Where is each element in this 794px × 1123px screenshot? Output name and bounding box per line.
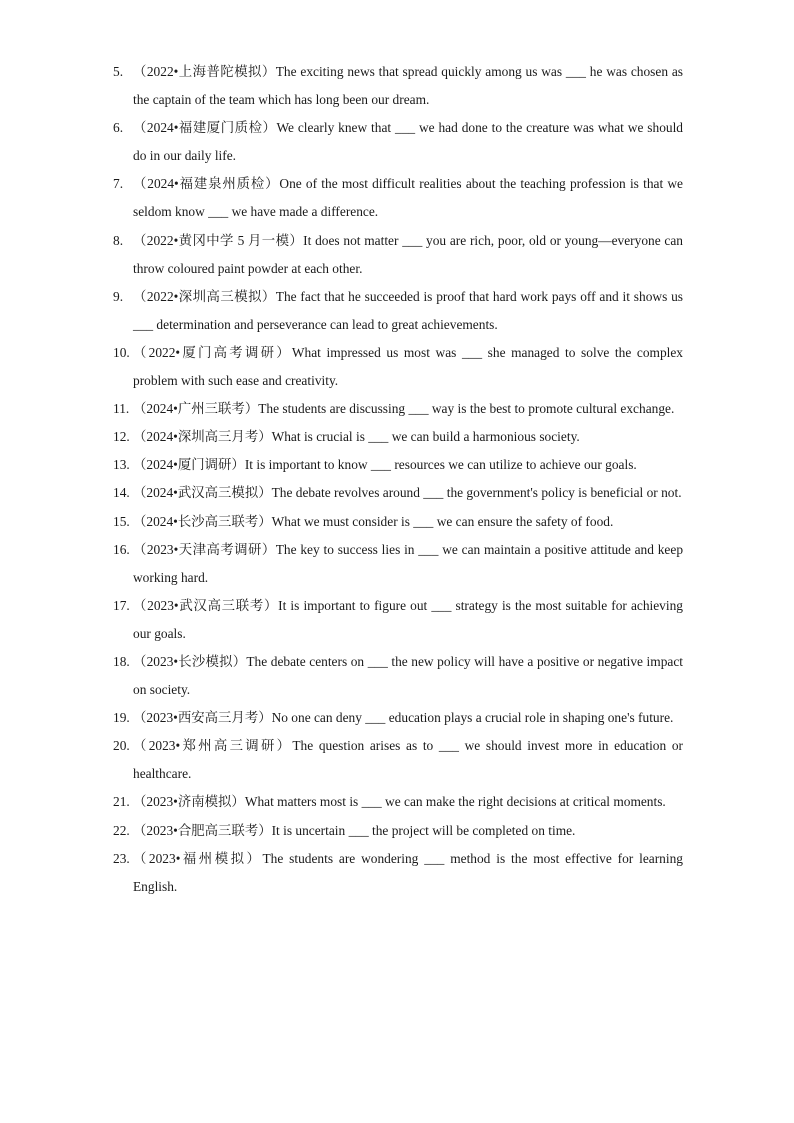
question-text: One of the most difficult realities about the teaching profession is that we seldom know ___ we have made a difference. <box>133 176 684 220</box>
question-text: No one can deny ___ education plays a crucial role in shaping one's future. <box>271 710 674 726</box>
question-item <box>113 395 683 423</box>
question-item <box>113 508 683 536</box>
question-number: 10. <box>113 344 130 360</box>
question-text: It does not matter ___ you are rich, poor, old or young—everyone can throw coloured paint powder at each other. <box>133 232 683 276</box>
question-source: （2023•天津高考调研） <box>133 541 276 557</box>
question-number: 17. <box>113 597 130 613</box>
question-number: 16. <box>113 541 130 557</box>
question-number: 11. <box>113 401 130 417</box>
question-item <box>113 339 683 395</box>
question-text: What impressed us most was ___ she managed to solve the complex problem with such ease and creativity. <box>133 344 683 389</box>
question-source: （2022•厦门高考调研） <box>133 344 292 360</box>
question-item <box>113 704 683 732</box>
question-item <box>113 732 683 788</box>
question-item <box>113 592 683 648</box>
question-source: （2024•福建泉州质检） <box>133 176 280 192</box>
question-item <box>113 283 683 339</box>
question-text: It is important to figure out ___ strategy is the most suitable for achieving our goals. <box>133 597 683 641</box>
question-item <box>113 227 683 283</box>
question-number: 8. <box>113 232 124 248</box>
question-number: 20. <box>113 738 130 754</box>
question-item <box>113 845 683 901</box>
question-item <box>113 648 683 704</box>
question-number: 7. <box>113 176 124 192</box>
question-text: What is crucial is ___ we can build a harmonious society. <box>271 429 580 445</box>
question-text: The fact that he succeeded is proof that hard work pays off and it shows us ___ determination and perseverance can lead to great achievements. <box>133 288 683 332</box>
question-text: The exciting news that spread quickly among us was ___ he was chosen as the captain of the team which has long been our dream. <box>133 64 683 108</box>
question-source: （2024•深圳高三月考） <box>133 429 272 445</box>
question-item <box>113 58 683 114</box>
question-source: （2023•济南模拟） <box>133 794 245 810</box>
question-text: What matters most is ___ we can make the right decisions at critical moments. <box>244 794 666 810</box>
question-number: 18. <box>113 653 130 669</box>
question-number: 13. <box>113 457 130 473</box>
question-number: 21. <box>113 794 130 810</box>
question-source: （2023•合肥高三联考） <box>133 822 272 838</box>
question-number: 22. <box>113 822 130 838</box>
question-text: The students are wondering ___ method is the most effective for learning English. <box>133 850 683 894</box>
question-source: （2022•上海普陀模拟） <box>133 64 276 79</box>
question-number: 5. <box>113 64 124 79</box>
question-text: It is uncertain ___ the project will be completed on time. <box>271 822 576 838</box>
question-source: （2023•长沙模拟） <box>133 653 247 669</box>
question-item <box>113 788 683 816</box>
question-number: 14. <box>113 485 130 501</box>
question-list <box>113 58 683 901</box>
question-item <box>113 817 683 845</box>
question-source: （2023•西安高三月考） <box>133 710 272 726</box>
question-source: （2024•广州三联考） <box>133 401 259 417</box>
question-number: 23. <box>113 850 130 866</box>
question-number: 6. <box>113 120 124 136</box>
question-source: （2023•郑州高三调研） <box>133 738 293 754</box>
question-item <box>113 114 683 170</box>
question-source: （2024•武汉高三模拟） <box>133 485 272 501</box>
question-source: （2024•福建厦门质检） <box>133 120 277 136</box>
question-item <box>113 536 683 592</box>
question-item <box>113 423 683 451</box>
question-text: What we must consider is ___ we can ensure the safety of food. <box>271 513 614 529</box>
question-source: （2022•深圳高三模拟） <box>133 288 276 304</box>
question-number: 19. <box>113 710 130 726</box>
question-source: （2024•厦门调研） <box>133 457 245 473</box>
question-source: （2024•长沙高三联考） <box>133 513 272 529</box>
question-item <box>113 479 683 507</box>
question-source: （2022•黄冈中学 5 月一模） <box>133 232 304 248</box>
question-number: 15. <box>113 513 130 529</box>
question-text: It is important to know ___ resources we can utilize to achieve our goals. <box>244 457 637 473</box>
question-item <box>113 451 683 479</box>
question-text: We clearly knew that ___ we had done to the creature was what we should do in our daily life. <box>133 120 684 164</box>
question-source: （2023•福州模拟） <box>133 850 263 866</box>
question-item <box>113 170 683 226</box>
question-number: 12. <box>113 429 130 445</box>
question-text: The debate centers on ___ the new policy will have a positive or negative impact on society. <box>133 653 683 698</box>
question-text: The students are discussing ___ way is the best to promote cultural exchange. <box>258 401 675 417</box>
question-text: The debate revolves around ___ the government's policy is beneficial or not. <box>271 485 682 501</box>
question-source: （2023•武汉高三联考） <box>133 597 279 613</box>
question-text: The question arises as to ___ we should invest more in education or healthcare. <box>133 738 683 782</box>
question-text: The key to success lies in ___ we can maintain a positive attitude and keep working hard. <box>133 541 684 585</box>
question-number: 9. <box>113 288 124 304</box>
